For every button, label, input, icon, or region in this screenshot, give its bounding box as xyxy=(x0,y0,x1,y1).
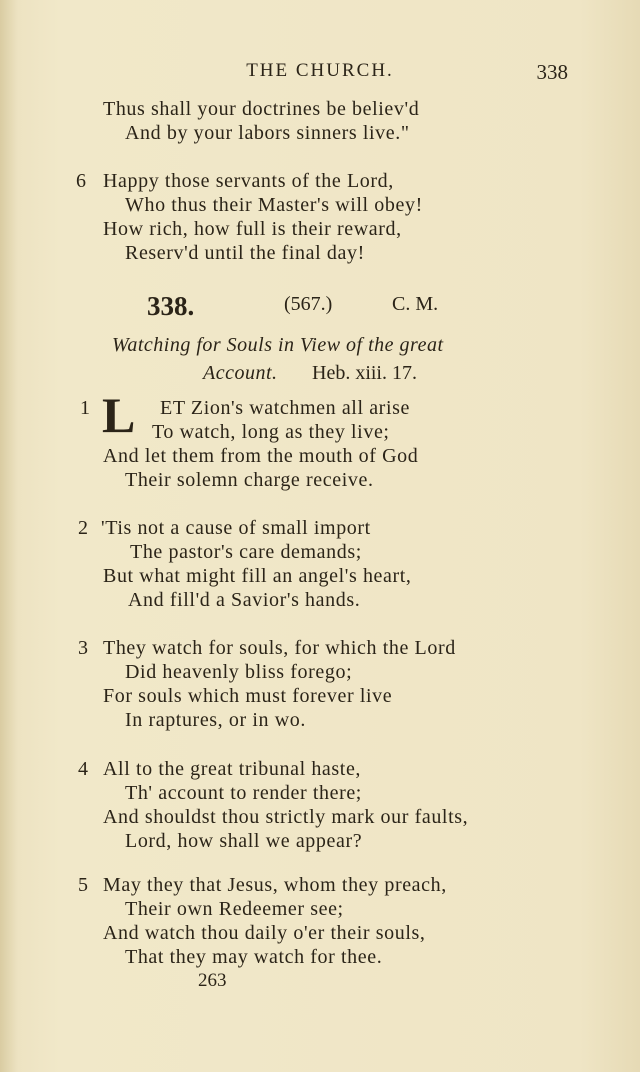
stanza-number: 5 xyxy=(78,874,88,896)
tune-reference: (567.) xyxy=(284,293,333,315)
stanza-line: And fill'd a Savior's hands. xyxy=(128,589,361,611)
running-head: THE CHURCH. xyxy=(246,60,394,81)
stanza-number: 2 xyxy=(78,517,88,539)
scripture-reference: Heb. xiii. 17. xyxy=(312,362,417,384)
stanza-line: Did heavenly bliss forego; xyxy=(125,661,353,683)
stanza-line: How rich, how full is their reward, xyxy=(103,218,402,240)
stanza-line: But what might fill an angel's heart, xyxy=(103,565,412,587)
stanza-line: For souls which must forever live xyxy=(103,685,393,707)
stanza-line: Their solemn charge receive. xyxy=(125,469,374,491)
drop-cap: L xyxy=(102,387,136,443)
stanza-line: Happy those servants of the Lord, xyxy=(103,170,394,192)
stanza-line: All to the great tribunal haste, xyxy=(103,758,362,780)
stanza-line: They watch for souls, for which the Lord xyxy=(103,637,456,659)
stanza-number: 4 xyxy=(78,758,88,780)
stanza-line: To watch, long as they live; xyxy=(152,421,390,443)
stanza-line: And let them from the mouth of God xyxy=(103,445,419,467)
stanza-line: Reserv'd until the final day! xyxy=(125,242,365,264)
page-number: 338 xyxy=(536,60,568,84)
stanza-line: And watch thou daily o'er their souls, xyxy=(103,922,426,944)
signature-mark: 263 xyxy=(198,970,227,991)
stanza-line: 'Tis not a cause of small import xyxy=(101,517,371,539)
stanza-line: The pastor's care demands; xyxy=(130,541,362,563)
stanza-number: 6 xyxy=(76,170,86,192)
stanza-line: That they may watch for thee. xyxy=(125,946,383,968)
continued-line-1: Thus shall your doctrines be believ'd xyxy=(103,98,420,120)
stanza-number: 1 xyxy=(80,397,90,419)
hymn-subject-line-2: Account. xyxy=(203,362,278,384)
stanza-line: ET Zion's watchmen all arise xyxy=(160,397,410,419)
stanza-line: Who thus their Master's will obey! xyxy=(125,194,423,216)
stanza-line: Lord, how shall we appear? xyxy=(125,830,363,852)
continued-line-2: And by your labors sinners live." xyxy=(125,122,410,144)
stanza-line: Th' account to render there; xyxy=(125,782,362,804)
stanza-line: May they that Jesus, whom they preach, xyxy=(103,874,447,896)
stanza-line: Their own Redeemer see; xyxy=(125,898,344,920)
hymn-number: 338. xyxy=(147,291,195,321)
hymn-subject-line-1: Watching for Souls in View of the great xyxy=(112,334,444,356)
stanza-number: 3 xyxy=(78,637,88,659)
stanza-line: And shouldst thou strictly mark our faults, xyxy=(103,806,469,828)
stanza-line: In raptures, or in wo. xyxy=(125,709,306,731)
meter: C. M. xyxy=(392,293,439,315)
